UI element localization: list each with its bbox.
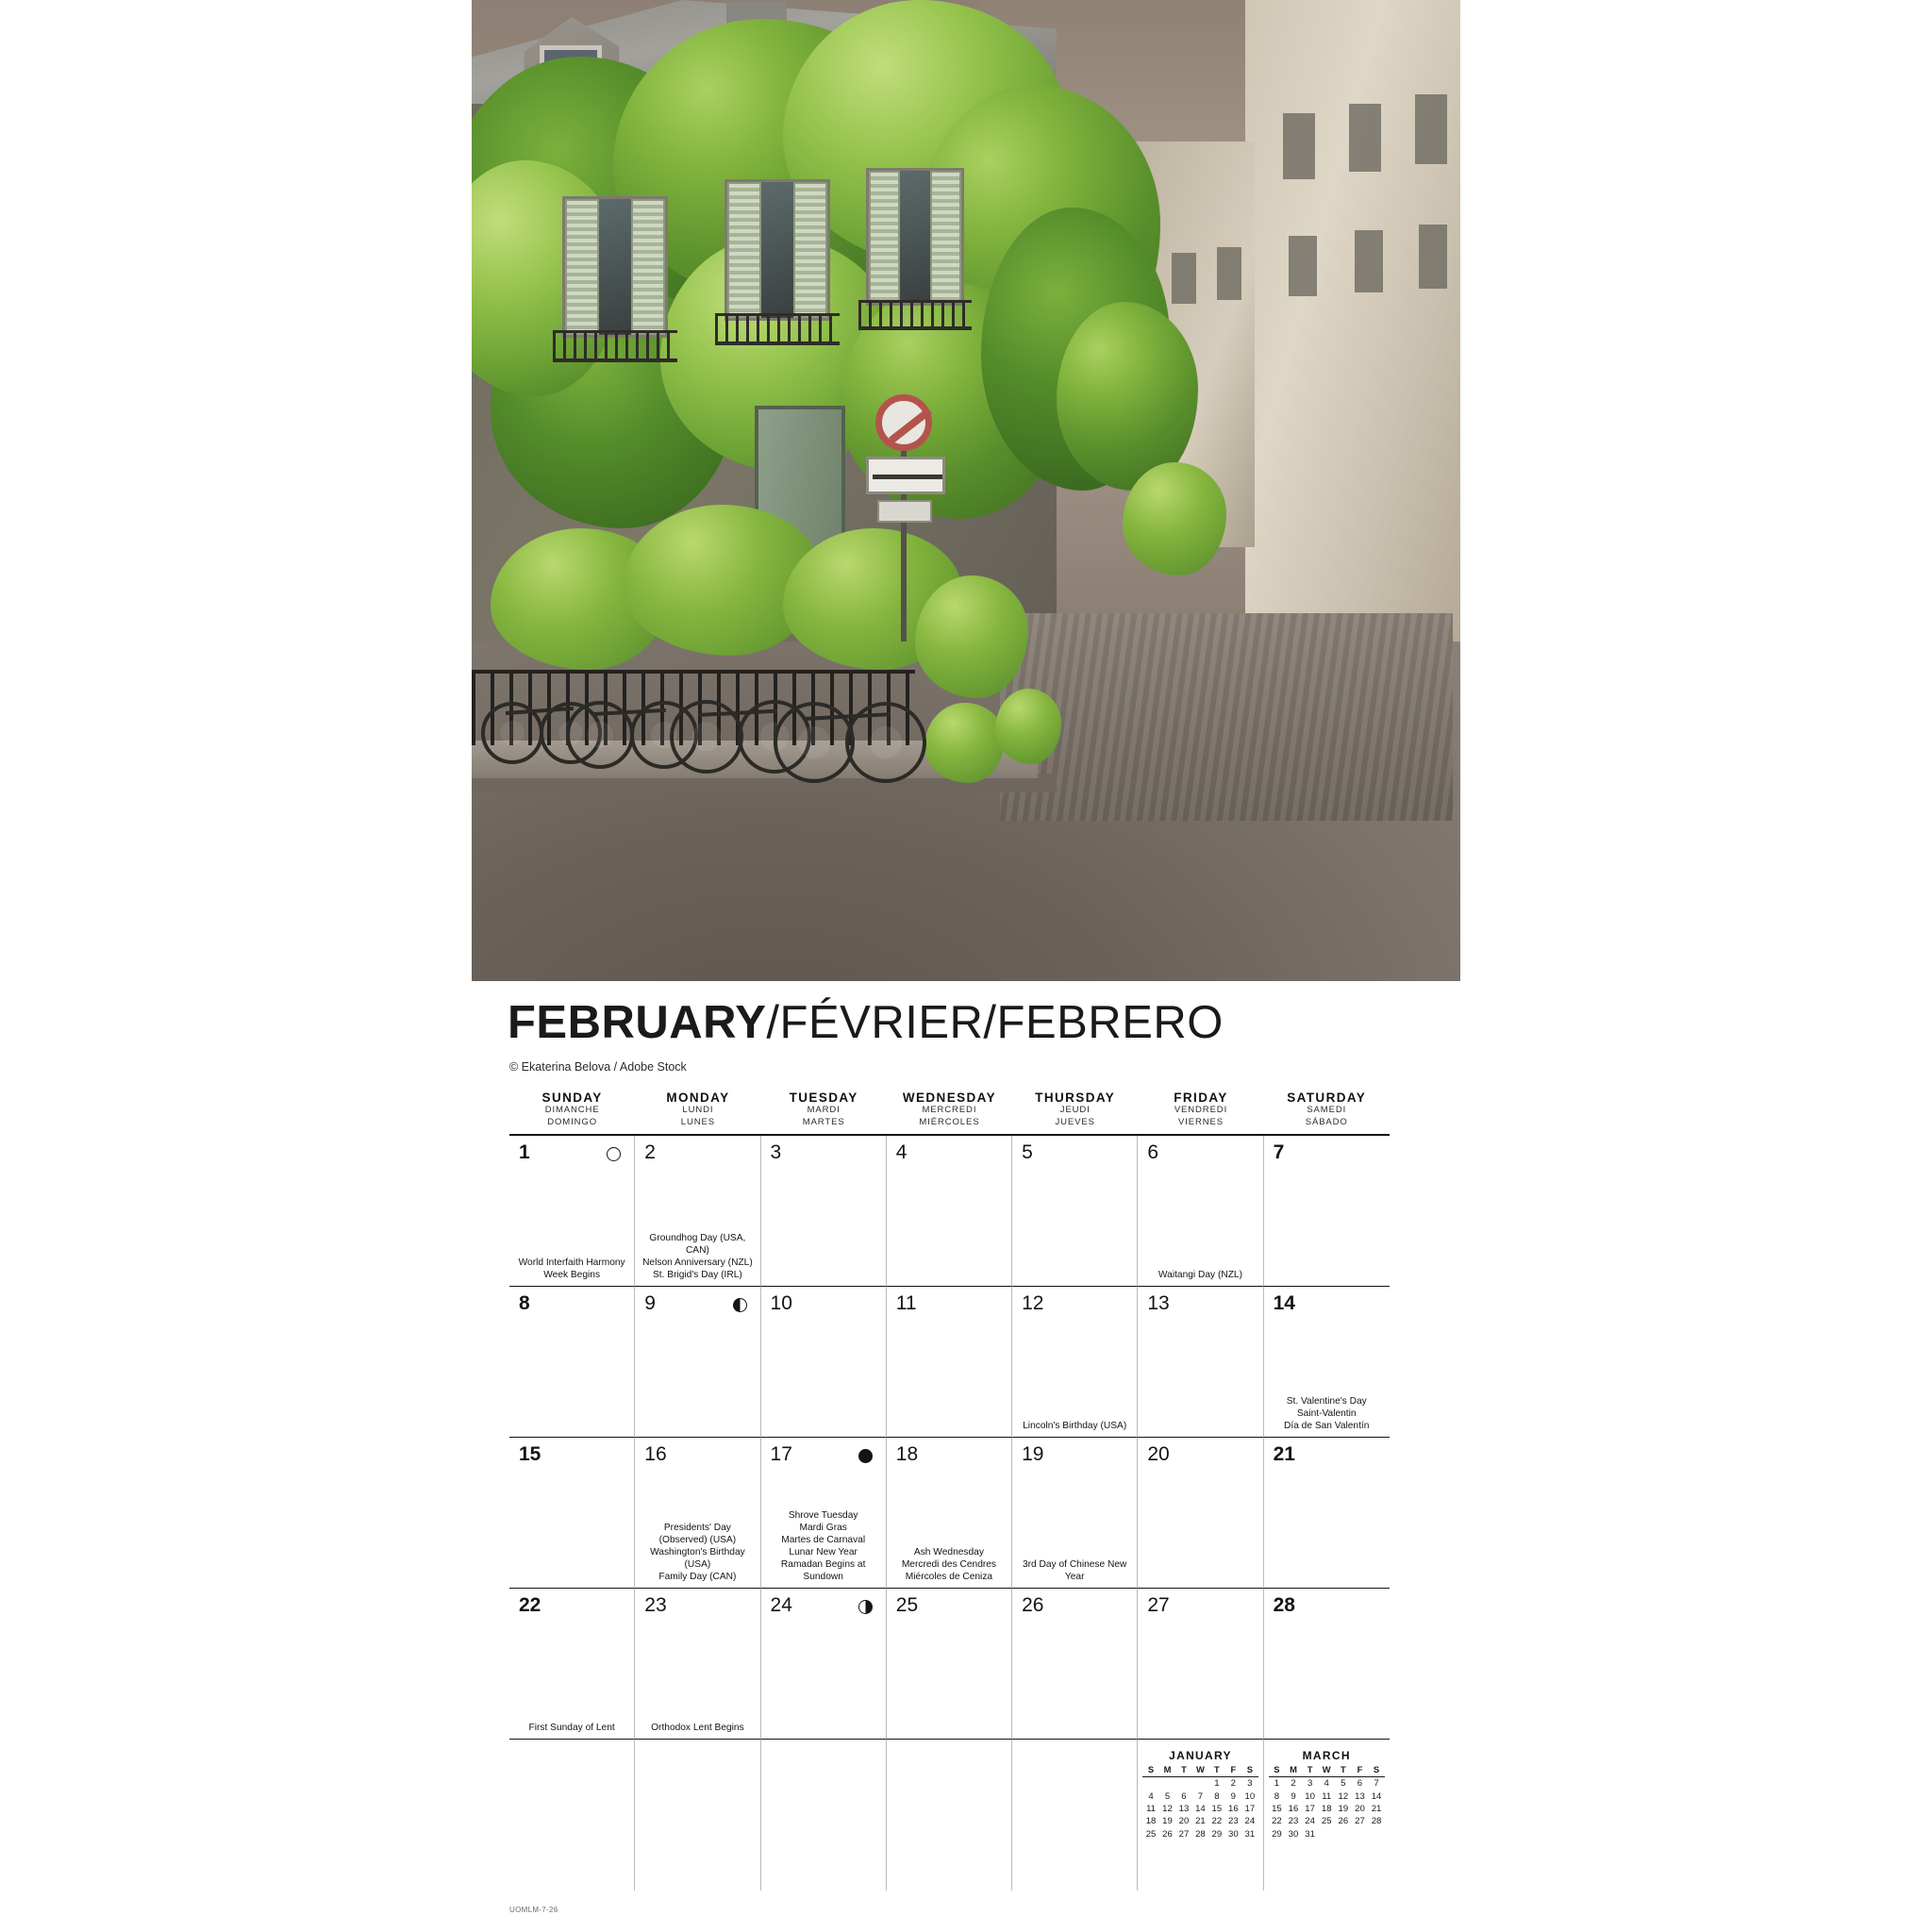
background-window <box>1349 104 1381 172</box>
mini-day-cell: 4 <box>1324 1778 1329 1790</box>
weekday-label-fr: MERCREDI <box>922 1105 977 1115</box>
mini-day-cell: 25 <box>1321 1816 1332 1827</box>
photo-canvas <box>472 0 1460 981</box>
balcony-railing <box>715 313 840 345</box>
mini-day-cell: 22 <box>1211 1816 1223 1827</box>
day-number: 2 <box>644 1141 656 1163</box>
calendar-day-cell[interactable] <box>635 1136 760 1287</box>
mini-day-cell <box>1318 1828 1335 1840</box>
mini-week-row <box>1142 1777 1257 1790</box>
mini-week-row <box>1269 1803 1385 1815</box>
mini-day-cell: 10 <box>1244 1790 1256 1802</box>
day-number: 14 <box>1273 1292 1295 1314</box>
mini-day-cell <box>1335 1828 1352 1840</box>
event-line: Waitangi Day (NZL) <box>1158 1270 1242 1280</box>
day-cells <box>509 1134 1390 1890</box>
mini-week-row <box>1269 1815 1385 1827</box>
day-events <box>765 1509 882 1583</box>
moon-phase-first-icon <box>858 1600 873 1614</box>
mini-month-title: MARCH <box>1302 1749 1351 1762</box>
mini-day-cell <box>1352 1828 1369 1840</box>
mini-week-row <box>1142 1828 1257 1840</box>
day-number: 10 <box>770 1292 792 1314</box>
day-number: 23 <box>644 1594 667 1616</box>
calendar-day-cell[interactable] <box>761 1589 887 1740</box>
event-line: Washington's Birthday (USA) <box>650 1547 745 1570</box>
mini-weekday-header: S <box>1142 1764 1158 1777</box>
weekday-header-row <box>509 1087 1390 1134</box>
weekday-label-es: LUNES <box>680 1116 715 1127</box>
event-line: Miércoles de Ceniza <box>905 1572 993 1582</box>
background-window <box>1289 236 1317 296</box>
weekday-label-en: TUESDAY <box>789 1091 858 1105</box>
weekday-label-es: SÁBADO <box>1305 1116 1348 1127</box>
calendar-day-cell[interactable] <box>635 1438 760 1589</box>
mini-day-cell: 30 <box>1288 1828 1299 1840</box>
day-events <box>639 1522 756 1583</box>
weekday-header <box>1264 1087 1390 1134</box>
mini-month-table <box>1142 1764 1257 1840</box>
day-number: 13 <box>1147 1292 1170 1314</box>
event-line: World Interfaith Harmony <box>518 1257 625 1268</box>
mini-day-cell: 27 <box>1355 1816 1365 1827</box>
background-window <box>1415 94 1447 164</box>
mini-day-cell <box>1159 1777 1175 1790</box>
mini-day-cell <box>1142 1777 1158 1790</box>
background-window <box>1355 230 1383 292</box>
day-number: 9 <box>644 1292 656 1314</box>
mini-day-cell: 19 <box>1162 1816 1173 1827</box>
mini-day-cell: 1 <box>1214 1778 1220 1790</box>
calendar-day-cell[interactable] <box>1138 1438 1263 1589</box>
mini-day-cell: 7 <box>1197 1790 1204 1802</box>
mini-day-cell: 29 <box>1211 1828 1223 1840</box>
mini-weekday-header: T <box>1175 1764 1191 1777</box>
weekday-label-en: MONDAY <box>666 1091 730 1105</box>
day-number: 20 <box>1147 1443 1170 1465</box>
mini-week-row <box>1142 1815 1257 1827</box>
background-window <box>1172 253 1196 304</box>
mini-day-cell: 12 <box>1338 1790 1349 1802</box>
mini-day-cell: 23 <box>1227 1816 1239 1827</box>
moon-phase-new-icon <box>858 1449 873 1463</box>
mini-day-cell: 5 <box>1341 1778 1346 1790</box>
shuttered-window <box>562 196 668 338</box>
shutter-right <box>793 182 827 318</box>
event-line: Ramadan Begins at Sundown <box>780 1559 866 1582</box>
event-line: Shrove Tuesday <box>788 1510 858 1521</box>
day-number: 15 <box>519 1443 541 1465</box>
mini-day-cell: 1 <box>1274 1778 1280 1790</box>
month-photo <box>472 0 1460 981</box>
weekday-header <box>635 1087 760 1134</box>
mini-weekday-header: T <box>1208 1764 1224 1777</box>
calendar-day-cell[interactable] <box>509 1438 635 1589</box>
event-line: Lincoln's Birthday (USA) <box>1023 1421 1127 1431</box>
weekday-label-en: SATURDAY <box>1287 1091 1367 1105</box>
weekday-label-en: SUNDAY <box>541 1091 603 1105</box>
calendar-day-cell[interactable] <box>1012 1136 1138 1287</box>
day-number: 1 <box>519 1141 530 1163</box>
mini-day-cell: 21 <box>1371 1803 1382 1814</box>
calendar-day-cell[interactable] <box>887 1589 1012 1740</box>
mini-day-cell: 11 <box>1322 1790 1332 1802</box>
weekday-header <box>1138 1087 1263 1134</box>
day-number: 28 <box>1273 1594 1295 1616</box>
mini-weekday-header: S <box>1368 1764 1385 1777</box>
calendar-day-cell[interactable] <box>635 1287 760 1438</box>
calendar-day-cell-empty <box>1012 1740 1138 1890</box>
mini-day-cell: 11 <box>1146 1803 1157 1814</box>
shutter-left <box>727 182 761 318</box>
event-line: Martes de Carnaval <box>781 1535 866 1545</box>
weekday-label-es: MIÉRCOLES <box>919 1116 980 1127</box>
shuttered-window <box>866 168 964 306</box>
mini-weekday-header: M <box>1159 1764 1175 1777</box>
weekday-label-es: DOMINGO <box>547 1116 597 1127</box>
weekday-label-fr: SAMEDI <box>1307 1105 1347 1115</box>
mini-weekday-header: F <box>1225 1764 1241 1777</box>
weekday-label-fr: DIMANCHE <box>544 1105 600 1115</box>
day-number: 4 <box>895 1141 908 1163</box>
day-events <box>1016 1420 1133 1432</box>
page-title <box>508 996 1451 1062</box>
mini-day-cell: 31 <box>1244 1828 1256 1840</box>
mini-day-cell: 22 <box>1272 1816 1282 1827</box>
event-line: Mardi Gras <box>799 1523 847 1533</box>
day-number: 7 <box>1273 1141 1285 1163</box>
mini-weekday-header: T <box>1302 1764 1319 1777</box>
shutter-right <box>631 199 665 335</box>
mini-day-cell: 31 <box>1305 1828 1315 1840</box>
calendar-day-cell-empty <box>887 1740 1012 1890</box>
mini-day-cell <box>1368 1828 1385 1840</box>
mini-day-cell: 2 <box>1291 1778 1296 1790</box>
mini-day-cell: 20 <box>1178 1816 1190 1827</box>
event-line: Groundhog Day (USA, CAN) <box>649 1233 746 1256</box>
calendar-day-cell[interactable] <box>1264 1438 1390 1589</box>
weekday-label-fr: LUNDI <box>682 1105 714 1115</box>
mini-month-march <box>1269 1749 1385 1840</box>
day-events <box>1268 1395 1386 1432</box>
calendar-day-cell-empty <box>1138 1740 1263 1890</box>
day-events <box>639 1232 756 1281</box>
event-line: Lunar New Year <box>789 1547 858 1557</box>
event-line: (Observed) (USA) <box>658 1535 737 1545</box>
window-pane <box>761 182 793 318</box>
calendar-day-cell[interactable] <box>1012 1287 1138 1438</box>
event-line: First Sunday of Lent <box>528 1723 615 1733</box>
day-number: 27 <box>1147 1594 1170 1616</box>
event-line: Nelson Anniversary (NZL) <box>642 1257 753 1268</box>
weekday-label-es: JUEVES <box>1055 1116 1095 1127</box>
window-pane <box>900 171 929 303</box>
mini-day-cell: 12 <box>1162 1803 1173 1814</box>
background-window <box>1283 113 1315 179</box>
calendar-day-cell[interactable] <box>761 1438 887 1589</box>
calendar-day-cell[interactable] <box>509 1287 635 1438</box>
weekday-label-en: FRIDAY <box>1174 1091 1228 1105</box>
climbing-plant <box>1123 462 1226 575</box>
month-name-english: FEBRUARY <box>508 997 767 1048</box>
information-sign <box>877 500 932 523</box>
mini-weekday-header: T <box>1335 1764 1352 1777</box>
mini-week-row <box>1142 1790 1257 1802</box>
weekday-label-en: WEDNESDAY <box>902 1091 996 1105</box>
event-line: St. Valentine's Day <box>1286 1396 1367 1407</box>
calendar-day-cell[interactable] <box>1138 1136 1263 1287</box>
mini-weekday-header: F <box>1352 1764 1369 1777</box>
mini-day-cell <box>1175 1777 1191 1790</box>
day-number: 16 <box>644 1443 667 1465</box>
calendar-day-cell-empty <box>635 1740 760 1890</box>
mini-day-cell: 18 <box>1145 1816 1157 1827</box>
mini-day-cell: 5 <box>1164 1790 1171 1802</box>
calendar-day-cell[interactable] <box>1012 1438 1138 1589</box>
calendar-day-cell[interactable] <box>1264 1287 1390 1438</box>
balcony-railing <box>553 330 677 362</box>
potted-plant <box>924 703 1005 783</box>
mini-day-cell: 26 <box>1162 1828 1173 1840</box>
calendar-day-cell[interactable] <box>887 1438 1012 1589</box>
mini-day-cell: 9 <box>1291 1790 1296 1802</box>
day-events <box>513 1257 630 1281</box>
calendar-day-cell[interactable] <box>1012 1589 1138 1740</box>
event-line: Día de San Valentín <box>1284 1421 1370 1431</box>
photo-credit: © Ekaterina Belova / Adobe Stock <box>509 1060 687 1074</box>
mini-weekday-header: S <box>1269 1764 1286 1777</box>
shutter-left <box>565 199 599 335</box>
calendar-day-cell[interactable] <box>887 1136 1012 1287</box>
weekday-label-fr: MARDI <box>807 1105 841 1115</box>
mini-day-cell: 26 <box>1338 1816 1349 1827</box>
day-number: 12 <box>1022 1292 1044 1314</box>
day-number: 24 <box>770 1594 792 1616</box>
day-number: 26 <box>1022 1594 1044 1616</box>
mini-day-cell: 30 <box>1227 1828 1239 1840</box>
mini-month-january <box>1142 1749 1257 1840</box>
day-events <box>1016 1558 1133 1583</box>
mini-day-cell: 8 <box>1274 1790 1280 1802</box>
mini-day-cell: 8 <box>1214 1790 1220 1802</box>
event-line: St. Brigid's Day (IRL) <box>653 1270 742 1280</box>
weekday-header <box>1012 1087 1138 1134</box>
hedge <box>915 575 1028 698</box>
calendar-day-cell[interactable] <box>761 1136 887 1287</box>
direction-sign <box>866 457 945 494</box>
day-number: 21 <box>1273 1443 1295 1465</box>
mini-day-cell: 3 <box>1307 1778 1313 1790</box>
mini-day-cell: 27 <box>1178 1828 1190 1840</box>
day-events <box>513 1722 630 1734</box>
event-line: 3rd Day of Chinese New Year <box>1022 1559 1127 1582</box>
day-events <box>639 1722 756 1734</box>
calendar-day-cell[interactable] <box>1138 1589 1263 1740</box>
mini-day-cell: 17 <box>1305 1803 1315 1814</box>
mini-day-cell: 13 <box>1178 1803 1190 1814</box>
mini-day-cell: 24 <box>1305 1816 1315 1827</box>
weekday-label-es: MARTES <box>802 1116 845 1127</box>
mini-day-cell: 24 <box>1244 1816 1256 1827</box>
event-line: Orthodox Lent Begins <box>651 1723 744 1733</box>
calendar-day-cell[interactable] <box>1264 1136 1390 1287</box>
balcony-railing <box>858 300 972 330</box>
calendar-day-cell[interactable] <box>1138 1287 1263 1438</box>
moon-phase-full-icon <box>607 1147 621 1161</box>
calendar-day-cell[interactable] <box>509 1136 635 1287</box>
event-line: Saint-Valentin <box>1296 1408 1357 1419</box>
day-number: 3 <box>770 1141 782 1163</box>
calendar-day-cell-empty <box>509 1740 635 1890</box>
mini-day-cell: 15 <box>1211 1803 1223 1814</box>
mini-day-cell: 21 <box>1195 1816 1206 1827</box>
day-number: 25 <box>895 1594 919 1616</box>
shutter-left <box>869 171 900 303</box>
cobblestone-lane <box>1000 613 1453 821</box>
mini-day-cell: 19 <box>1338 1803 1349 1814</box>
mini-day-cell: 7 <box>1374 1778 1379 1790</box>
mini-day-cell: 6 <box>1181 1790 1187 1802</box>
mini-day-cell: 28 <box>1195 1828 1206 1840</box>
mini-day-cell: 16 <box>1227 1803 1239 1814</box>
mini-week-row <box>1269 1777 1385 1790</box>
mini-day-cell: 29 <box>1272 1828 1282 1840</box>
mini-day-cell: 3 <box>1247 1778 1253 1790</box>
day-events <box>1141 1269 1258 1281</box>
weekday-header <box>509 1087 635 1134</box>
mini-day-cell <box>1192 1777 1208 1790</box>
calendar-day-cell[interactable] <box>761 1287 887 1438</box>
calendar-day-cell[interactable] <box>887 1287 1012 1438</box>
mini-day-cell: 4 <box>1148 1790 1154 1802</box>
weekday-label-fr: VENDREDI <box>1174 1105 1228 1115</box>
day-number: 8 <box>519 1292 530 1314</box>
event-line: Mercredi des Cendres <box>901 1559 997 1570</box>
calendar-grid <box>509 1087 1390 1890</box>
mini-day-cell: 15 <box>1272 1803 1282 1814</box>
bicycle <box>774 689 924 783</box>
event-line: Ash Wednesday <box>913 1547 984 1557</box>
calendar-day-cell[interactable] <box>1264 1589 1390 1740</box>
mini-week-row <box>1269 1790 1385 1802</box>
mini-day-cell: 28 <box>1371 1816 1382 1827</box>
mini-weekday-header: M <box>1285 1764 1302 1777</box>
mini-day-cell: 17 <box>1244 1803 1256 1814</box>
mini-weekday-header: W <box>1318 1764 1335 1777</box>
weekday-label-fr: JEUDI <box>1059 1105 1091 1115</box>
mini-day-cell: 14 <box>1371 1790 1382 1802</box>
mini-day-cell: 14 <box>1195 1803 1206 1814</box>
background-window <box>1217 247 1241 300</box>
product-code: UOMLM-7-26 <box>509 1906 558 1914</box>
mini-month-title: JANUARY <box>1169 1749 1232 1762</box>
moon-phase-last-icon <box>733 1298 747 1312</box>
mini-day-cell: 2 <box>1230 1778 1236 1790</box>
mini-day-cell: 23 <box>1288 1816 1299 1827</box>
potted-plant <box>995 689 1061 764</box>
weekday-header <box>887 1087 1012 1134</box>
shutter-right <box>930 171 961 303</box>
mini-day-cell: 6 <box>1357 1778 1363 1790</box>
mini-day-cell: 10 <box>1305 1790 1315 1802</box>
day-number: 11 <box>895 1292 917 1314</box>
weekday-label-en: THURSDAY <box>1035 1091 1116 1105</box>
day-number: 18 <box>895 1443 919 1465</box>
calendar-day-cell-empty <box>761 1740 887 1890</box>
mini-week-row <box>1142 1803 1257 1815</box>
day-number: 22 <box>519 1594 541 1616</box>
calendar-day-cell-empty <box>1264 1740 1390 1890</box>
background-window <box>1419 225 1447 289</box>
event-line: Family Day (CAN) <box>658 1572 737 1582</box>
day-number: 6 <box>1147 1141 1159 1163</box>
day-events <box>891 1546 1008 1583</box>
mini-day-cell: 18 <box>1321 1803 1332 1814</box>
weekday-header <box>761 1087 887 1134</box>
arrow-icon <box>873 475 942 479</box>
calendar-day-cell[interactable] <box>509 1589 635 1740</box>
mini-day-cell: 25 <box>1145 1828 1157 1840</box>
mini-day-cell: 16 <box>1288 1803 1299 1814</box>
month-name-translations: /FÉVRIER/FEBRERO <box>766 997 1224 1048</box>
day-number: 19 <box>1022 1443 1044 1465</box>
mini-day-cell: 9 <box>1230 1790 1236 1802</box>
mini-week-row <box>1269 1828 1385 1840</box>
shuttered-window <box>724 179 830 321</box>
weekday-label-es: VIERNES <box>1177 1116 1224 1127</box>
event-line: Week Begins <box>543 1270 601 1280</box>
mini-month-table <box>1269 1764 1385 1840</box>
window-pane <box>599 199 631 335</box>
no-entry-sign-icon <box>875 394 932 451</box>
calendar-day-cell[interactable] <box>635 1589 760 1740</box>
mini-weekday-header: W <box>1192 1764 1208 1777</box>
mini-weekday-header: S <box>1241 1764 1258 1777</box>
mini-day-cell: 13 <box>1355 1790 1365 1802</box>
event-line: Presidents' Day <box>663 1523 731 1533</box>
day-number: 5 <box>1022 1141 1033 1163</box>
day-number: 17 <box>770 1443 792 1465</box>
mini-day-cell: 20 <box>1355 1803 1365 1814</box>
